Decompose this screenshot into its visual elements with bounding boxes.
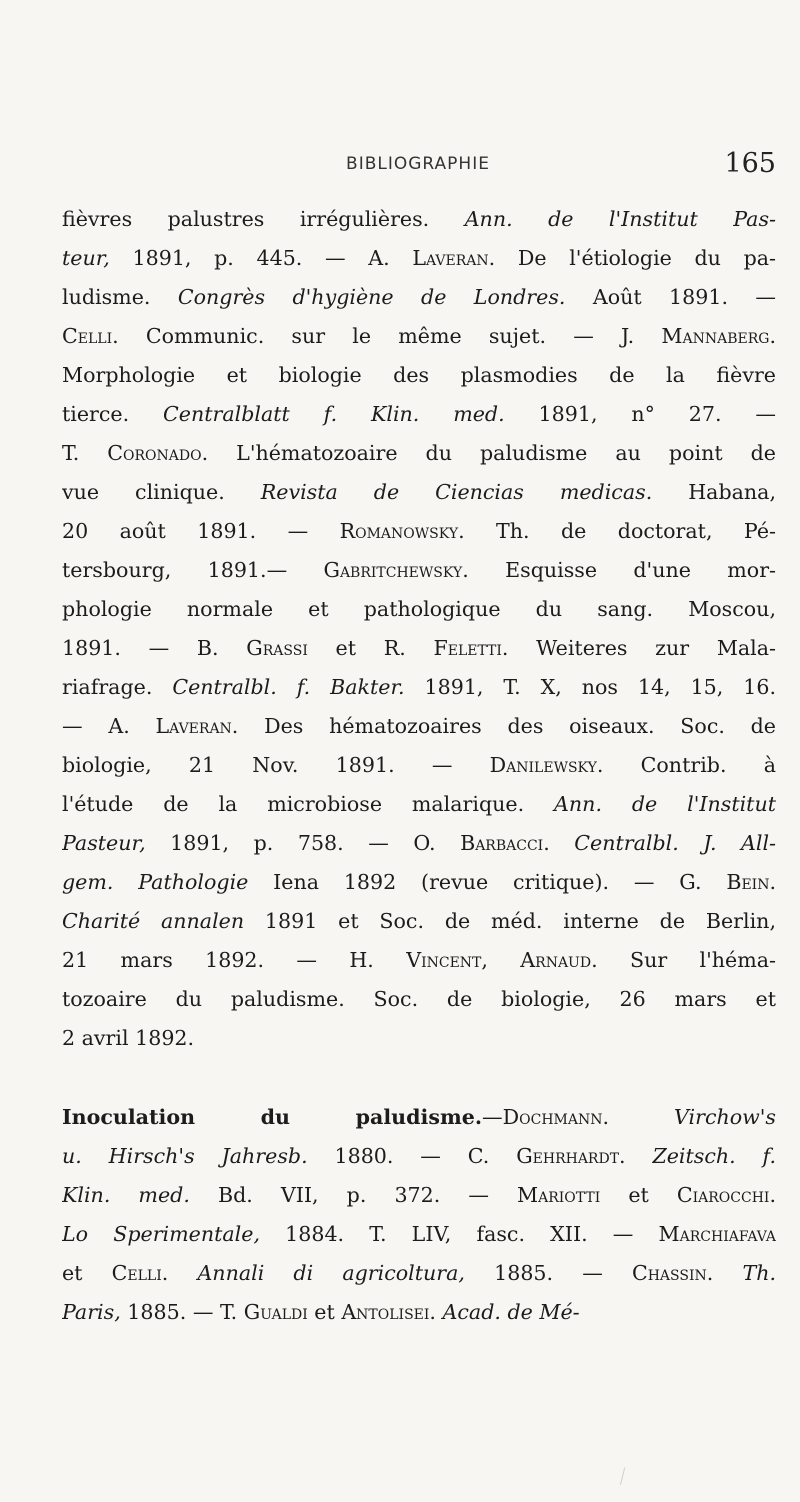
bibliography-text <box>62 200 776 1332</box>
running-head <box>60 148 776 188</box>
text-run: et <box>307 1300 342 1324</box>
text-line <box>62 356 776 395</box>
text-run: Communic. sur le même sujet. — J. <box>118 324 662 348</box>
text-run <box>713 1261 742 1285</box>
text-line <box>62 629 776 668</box>
author-name: Feletti. <box>433 636 509 660</box>
text-run: L'hématozoaire du paludisme au point de <box>208 441 776 465</box>
italic-title: Klin. med. <box>62 1183 190 1207</box>
text-run: Des hématozoaires des oiseaux. Soc. de <box>238 714 776 738</box>
text-line <box>62 941 776 980</box>
text-line <box>62 1019 776 1058</box>
text-line <box>62 707 776 746</box>
text-line <box>62 317 776 356</box>
text-run: Th. de doctorat, Pé- <box>464 519 776 543</box>
paragraph-gap <box>62 1058 776 1098</box>
text-run: 1891. — B. <box>62 636 247 660</box>
text-line <box>62 239 776 278</box>
text-line <box>62 863 776 902</box>
text-run: 2 avril 1892. <box>62 1026 195 1050</box>
section-heading: Inoculation du paludisme. <box>62 1105 483 1129</box>
text-line <box>62 1176 776 1215</box>
text-run: et <box>62 1261 112 1285</box>
author-name: Laveran. <box>412 246 496 270</box>
page-number: 165 <box>724 148 776 179</box>
text-run <box>168 1261 197 1285</box>
text-run: Sur l'héma- <box>597 948 776 972</box>
text-run: tierce. <box>62 402 164 426</box>
author-name: Celli. <box>62 324 119 348</box>
author-name: Grassi <box>246 636 308 660</box>
author-name: Ciarocchi. <box>676 1183 776 1207</box>
italic-title: Revista de Ciencias medicas. <box>260 480 653 504</box>
text-run: — <box>482 1105 503 1129</box>
text-line <box>62 1254 776 1293</box>
text-line <box>62 1215 776 1254</box>
text-run: — A. <box>62 714 156 738</box>
italic-title: Centralblatt f. Klin. med. <box>163 402 505 426</box>
text-run <box>626 1144 653 1168</box>
text-line <box>62 434 776 473</box>
text-run: 1891, n° 27. — <box>504 402 776 426</box>
text-run: 1884. T. LIV, fasc. XII. — <box>260 1222 659 1246</box>
text-run: 1891, T. X, nos 14, 15, 16. <box>404 675 776 699</box>
text-run: 1880. — C. <box>307 1144 517 1168</box>
stray-mark <box>620 1467 631 1486</box>
text-line <box>62 902 776 941</box>
italic-title: gem. Pathologie <box>62 870 249 894</box>
text-run: Weiteres zur Mala- <box>508 636 776 660</box>
author-name: Laveran. <box>155 714 239 738</box>
italic-title: Charité annalen <box>62 909 245 933</box>
author-name: Mannaberg. <box>661 324 776 348</box>
text-run: fièvres palustres irrégulières. <box>62 207 465 231</box>
italic-title: Th. <box>742 1261 776 1285</box>
author-name: Bein. <box>726 870 776 894</box>
author-name: Romanowsky. <box>339 519 465 543</box>
text-line <box>62 395 776 434</box>
text-line <box>62 980 776 1019</box>
text-line <box>62 278 776 317</box>
text-run: 20 août 1891. — <box>62 519 340 543</box>
italic-title: Lo Sperimentale, <box>62 1222 260 1246</box>
italic-title: u. Hirsch's Jahresb. <box>62 1144 308 1168</box>
author-name: Barbacci. <box>460 831 550 855</box>
text-run <box>550 831 575 855</box>
text-line <box>62 590 776 629</box>
author-name: Antolisei. <box>341 1300 436 1324</box>
text-line <box>62 1098 776 1137</box>
running-head-title: BIBLIOGRAPHIE <box>346 154 490 174</box>
text-run: tozoaire du paludisme. Soc. de biologie, 26 mars et <box>62 987 776 1011</box>
text-line <box>62 746 776 785</box>
text-line <box>62 1137 776 1176</box>
text-line <box>62 1293 776 1332</box>
author-name: Coronado. <box>107 441 209 465</box>
text-line <box>62 200 776 239</box>
text-line <box>62 668 776 707</box>
text-run: 21 mars 1892. — H. <box>62 948 407 972</box>
text-run: 1885. — T. <box>120 1300 244 1324</box>
text-run: 1885. — <box>464 1261 632 1285</box>
text-run: T. <box>62 441 108 465</box>
text-run: tersbourg, 1891.— <box>62 558 324 582</box>
text-run: Esquisse d'une mor- <box>468 558 776 582</box>
author-name: Danilewsky. <box>489 753 604 777</box>
italic-title: Centralbl. f. Bakter. <box>172 675 405 699</box>
text-line <box>62 551 776 590</box>
text-run: ludisme. <box>62 285 178 309</box>
italic-title: Acad. de Mé- <box>442 1300 580 1324</box>
author-name: Dochmann. <box>502 1105 610 1129</box>
author-name: Gabritchewsky. <box>323 558 469 582</box>
author-name: Vincent, <box>406 948 488 972</box>
text-run <box>609 1105 674 1129</box>
text-run <box>488 948 520 972</box>
text-run: l'étude de la microbiose malarique. <box>62 792 555 816</box>
italic-title: Pasteur, <box>62 831 146 855</box>
text-run: Bd. VII, p. 372. — <box>189 1183 518 1207</box>
text-line <box>62 473 776 512</box>
italic-title: Annali di agricoltura, <box>197 1261 465 1285</box>
text-run: Morphologie et biologie des plasmodies de la fièvre <box>62 363 776 387</box>
text-run: phologie normale et pathologique du sang. Moscou, <box>62 597 776 621</box>
italic-title: Ann. de l'Institut Pas- <box>464 207 776 231</box>
italic-title: teur, <box>62 246 110 270</box>
text-run: Contrib. à <box>603 753 776 777</box>
author-name: Gualdi <box>243 1300 308 1324</box>
text-run: 1891, p. 758. — O. <box>145 831 461 855</box>
author-name: Arnaud. <box>520 948 598 972</box>
text-run: 1891 et Soc. de méd. interne de Berlin, <box>244 909 776 933</box>
text-run: vue clinique. <box>62 480 261 504</box>
text-run: 1891, p. 445. — A. <box>109 246 413 270</box>
text-line <box>62 824 776 863</box>
text-line <box>62 785 776 824</box>
text-run: Iena 1892 (revue critique). — G. <box>248 870 727 894</box>
italic-title: Centralbl. J. All- <box>574 831 776 855</box>
text-run: Habana, <box>652 480 776 504</box>
text-run: et R. <box>307 636 434 660</box>
text-run: riafrage. <box>62 675 173 699</box>
text-run: biologie, 21 Nov. 1891. — <box>62 753 490 777</box>
author-name: Mariotti <box>517 1183 601 1207</box>
italic-title: Virchow's <box>674 1105 776 1129</box>
text-run: et <box>600 1183 677 1207</box>
italic-title: Ann. de l'Institut <box>554 792 776 816</box>
author-name: Gehrhardt. <box>516 1144 626 1168</box>
text-run: De l'étiologie du pa- <box>495 246 776 270</box>
author-name: Chassin. <box>631 1261 714 1285</box>
italic-title: Congrès d'hygiène de Londres. <box>177 285 566 309</box>
italic-title: Zeitsch. f. <box>652 1144 776 1168</box>
author-name: Celli. <box>111 1261 169 1285</box>
italic-title: Paris, <box>62 1300 121 1324</box>
author-name: Marchiafava <box>658 1222 776 1246</box>
text-line <box>62 512 776 551</box>
text-run: Août 1891. — <box>565 285 776 309</box>
